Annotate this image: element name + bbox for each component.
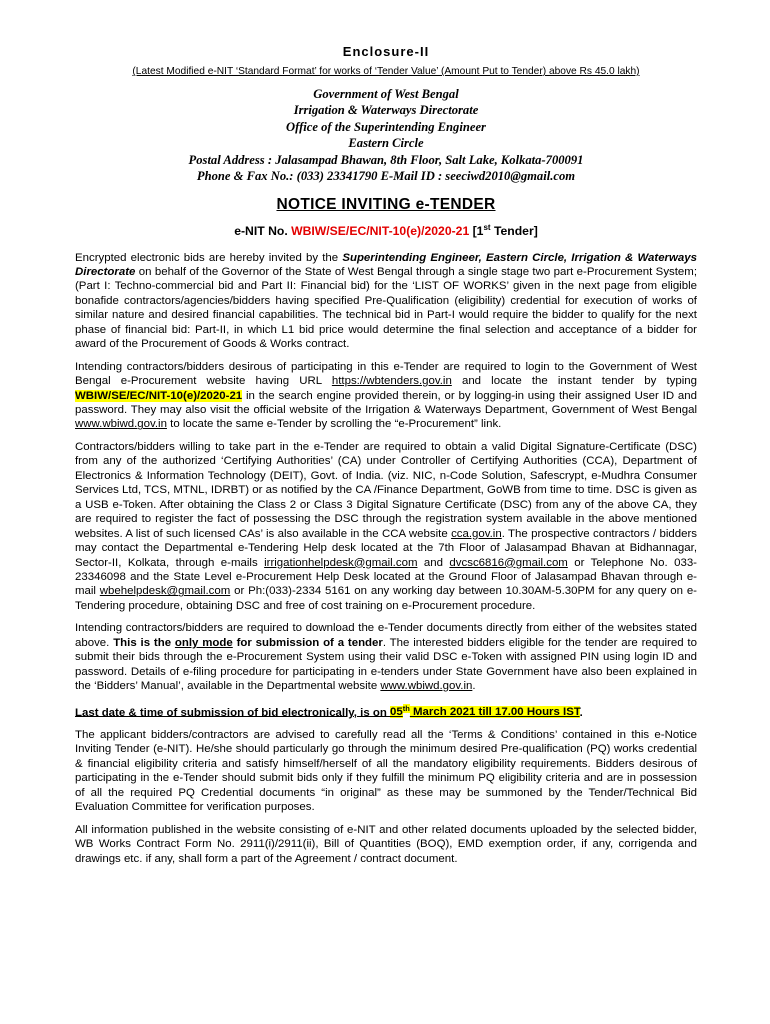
office-address-block <box>75 86 697 184</box>
paragraph-terms: The applicant bidders/contractors are advised to carefully read all the ‘Terms & Conditions’ contained in this e-Notice Inviting Tender (e-NIT). He/she should particularly go through the minimum desired Pre-qualification (PQ) works credential & financial eligibility criteria and satisfy himself/herself of all the mandatory eligibility requirements. Bidders desirous of participating in the e-Tender should submit bids only if they fulfill the minimum PQ eligibility criteria and are in possession of all the required PQ Credential documents “in original” as these may be summoned by the Tender/Technical Bid Evaluation Committee for verification purposes. <box>75 728 697 814</box>
para1-text-1: Encrypted electronic bids are hereby invited by the <box>75 251 343 264</box>
para3-text-3: and <box>417 556 450 569</box>
office-line-2: Irrigation & Waterways Directorate <box>293 103 479 118</box>
paragraph-agreement: All information published in the website consisting of e-NIT and other related documents uploaded by the selected bidder, WB Works Contract Form No. 2911(i)/2911(ii), Bill of Quantities (BOQ), EMD exemption order, if any, corrigenda and drawings etc. if any, shall form a part of the Agreement / contract document. <box>75 823 697 865</box>
paragraph-login <box>75 360 697 432</box>
para1-text-2: on behalf of the Governor of the State of West Bengal through a single stage two part e-Procurement System; (Part I: Techno-commercial bid and Part II: Financial bid) for the ‘LIST OF WORKS’ given in the next page from eligible bonafide contractors/agencies/bidders having specified Pre-Qualification (eligibility) credential for execution of works of similar nature and desired financial capabilities. The technical bid in Part-I would require the bidder to qualify for the next phase of financial bid: Part-II, in which L1 bid price would determine the final selection and acceptance of a bidder for award of the Procurement of Goods & Works contract. <box>75 265 697 351</box>
para4-only-mode: only mode <box>174 636 233 649</box>
para4-text-3: . <box>472 680 476 693</box>
enit-prefix: e-NIT No. <box>234 224 292 239</box>
last-date-sup: th <box>402 703 410 713</box>
office-line-4: Eastern Circle <box>348 136 424 151</box>
tender-sup: st <box>483 223 491 233</box>
irrigation-helpdesk-email-link[interactable]: irrigationhelpdesk@gmail.com <box>264 556 418 569</box>
wbiwd-link[interactable]: www.wbiwd.gov.in <box>75 418 167 431</box>
dvcsc-email-link[interactable]: dvcsc6816@gmail.com <box>449 556 568 569</box>
enclosure-heading: Enclosure-II <box>342 44 430 59</box>
last-date-day: 05 <box>390 706 403 719</box>
para1-authority: Superintending Engineer, Eastern Circle, Irrigation & Waterways Directorate <box>75 251 697 278</box>
para2-text-4: to locate the same e-Tender by scrolling the “e-Procurement” link. <box>166 418 502 431</box>
latest-note: (Latest Modified e-NIT ‘Standard Format’ for works of ‘Tender Value’ (Amount Put to Tender) above Rs 45.0 lakh) <box>132 66 640 77</box>
office-line-6: Phone & Fax No.: (033) 23341790 E-Mail ID : seeciwd2010@gmail.com <box>196 169 576 184</box>
para3-text-2: . The prospective contractors / bidders may contact the Departmental e-Tendering Help desk located at the 7th Floor of Jalasampad Bhavan at Bidhannagar, Sector-II, Kolkata, through e-mails <box>75 527 697 569</box>
last-date-value: March 2021 till 17.00 Hours IST <box>409 706 580 719</box>
enit-number-line <box>75 223 697 238</box>
para4-bold-1: This is the <box>113 636 175 649</box>
document-page <box>75 40 697 866</box>
para2-text-1: Intending contractors/bidders desirous of participating in this e-Tender are required to login to the Government of West Bengal e-Procurement website having URL <box>75 360 697 388</box>
notice-title: NOTICE INVITING e-TENDER <box>276 196 496 214</box>
para4-bold-2: for submission of a tender <box>232 636 383 649</box>
para4-text-2: . The interested bidders eligible for the tender are required to submit their bids through the e-Procurement System using their valid DSC e-Token with assigned PIN using login ID and password. Details of e-filing procedure for participating in e-tenders under State Government have also been explained in the ‘Bidders’ Manual’, available in the Departmental website <box>75 636 697 693</box>
para3-text-4: or Telephone No. 033-23346098 and the State Level e-Procurement Help Desk located at the Ground Floor of Jalasampad Bhavan through e-mail <box>75 556 697 598</box>
paragraph-invitation <box>75 251 697 352</box>
para4-text-1: Intending contractors/bidders are required to download the e-Tender documents directly from either of the websites stated above. <box>75 622 697 649</box>
wbe-helpdesk-email-link[interactable]: wbehelpdesk@gmail.com <box>99 585 231 598</box>
office-line-5: Postal Address : Jalasampad Bhawan, 8th Floor, Salt Lake, Kolkata-700091 <box>188 152 584 167</box>
wbtenders-link[interactable]: https://wbtenders.gov.in <box>331 375 452 388</box>
last-date-label: Last date & time of submission of bid electronically, is on <box>75 706 391 719</box>
enit-number: WBIW/SE/EC/NIT-10(e)/2020-21 <box>291 224 470 239</box>
tender-close: Tender] <box>490 224 538 239</box>
para3-text-1: Contractors/bidders willing to take part in the e-Tender are required to obtain a valid Digital Signature-Certificate (DSC) from any of the authorized ‘Certifying Authorities’ (CA) under Controller of Certifying Authorities (CCA), Department of Electronics & Information Technology (DEIT), Govt. of India. (viz. NIC, n-Code Solution, Safescrypt, e-Mudhra Consumer Services Ltd, TCS, MTNL, IDRBT) or as notified by the CA /Finance Department, GoWB from time to time. DSC is given as a USB e-Token. After obtaining the Class 2 or Class 3 Digital Signature Certificate (DSC) from any of the above CA, they are required to register the fact of possessing the DSC through the registration system available in the above mentioned websites. A list of such licensed CAs’ is also available in the CCA website <box>75 440 697 540</box>
cca-link[interactable]: cca.gov.in <box>451 527 502 540</box>
last-date-period: . <box>579 706 583 719</box>
tender-open: [1 <box>469 224 484 239</box>
para2-text-2: and locate the instant tender by typing <box>451 375 697 388</box>
paragraph-download <box>75 621 697 693</box>
para3-text-5: or Ph:(033)-2334 5161 on any working day between 10.30AM-5.30PM for any query on e-Tendering procedure, obtaining DSC and free of cost training on e-Procurement procedure. <box>75 585 697 612</box>
office-line-3: Office of the Superintending Engineer <box>286 119 486 134</box>
tender-id-highlight: WBIW/SE/EC/NIT-10(e)/2020-21 <box>75 389 243 402</box>
last-date-line <box>75 702 697 720</box>
para2-text-3: in the search engine provided therein, or by logging-in using their assigned User ID and password. They may also visit the official website of the Irrigation & Waterways Department, Government of West Bengal <box>75 389 697 417</box>
wbiwd-link-2[interactable]: www.wbiwd.gov.in <box>380 680 473 693</box>
office-line-1: Government of West Bengal <box>313 87 459 101</box>
paragraph-dsc <box>75 440 697 613</box>
